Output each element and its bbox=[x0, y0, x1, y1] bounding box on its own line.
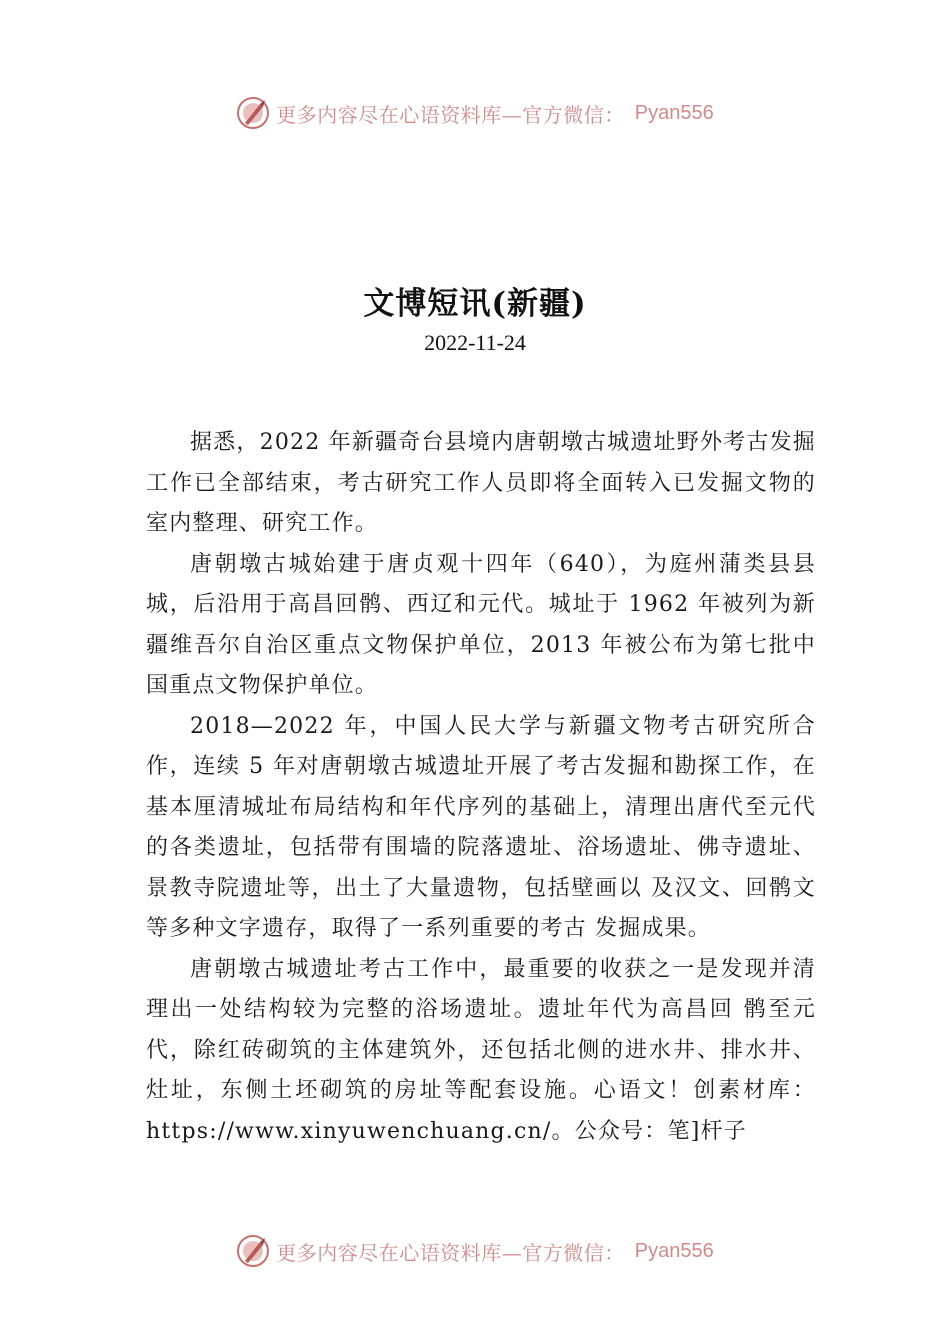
quill-logo-icon bbox=[236, 1234, 270, 1268]
watermark-text: 更多内容尽在心语资料库—官方微信： bbox=[276, 102, 625, 127]
header-watermark-banner bbox=[0, 96, 950, 130]
quill-logo-icon bbox=[236, 96, 270, 130]
article-body bbox=[146, 423, 816, 1152]
paragraph: 唐朝墩古城始建于唐贞观十四年（640），为庭州蒲类县县城，后沿用于高昌回鹘、西辽和元代。城址于 1962 年被列为新疆维吾尔自治区重点文物保护单位，2013 年被公布为第七批中国重点文物保护单位。 bbox=[146, 551, 816, 698]
article-title: 文博短讯(新疆) bbox=[363, 286, 587, 322]
article-date: 2022-11-24 bbox=[424, 330, 526, 355]
watermark-text: 更多内容尽在心语资料库—官方微信： bbox=[276, 1240, 625, 1265]
footer-watermark-banner bbox=[0, 1234, 950, 1268]
paragraph: 唐朝墩古城遗址考古工作中，最重要的收获之一是发现并清理出一处结构较为完整的浴场遗址。遗址年代为高昌回 鹘至元代，除红砖砌筑的主体建筑外，还包括北侧的进水井、排水井、灶址，东侧土坯砌筑的房址等配套设施。心语文！创素材库：https://www.xinyuwenchuang.cn/。公众号：笔]杆子 bbox=[146, 956, 816, 1144]
paragraph: 据悉，2022 年新疆奇台县境内唐朝墩古城遗址野外考古发掘工作已全部结束，考古研究工作人员即将全面转入已发掘文物的室内整理、研究工作。 bbox=[146, 430, 816, 536]
wechat-id: Pyan556 bbox=[634, 101, 714, 124]
wechat-id: Pyan556 bbox=[634, 1239, 714, 1262]
paragraph: 2018—2022 年，中国人民大学与新疆文物考古研究所合作，连续 5 年对唐朝墩古城遗址开展了考古发掘和勘探工作，在基本厘清城址布局结构和年代序列的基础上，清理出唐代至元代的各类遗址，包括带有围墙的院落遗址、浴场遗址、佛寺遗址、景教寺院遗址等，出土了大量遗物，包括壁画以 及汉文、回鹘文等多种文字遗存，取得了一系列重要的考古 发掘成果。 bbox=[146, 713, 816, 941]
